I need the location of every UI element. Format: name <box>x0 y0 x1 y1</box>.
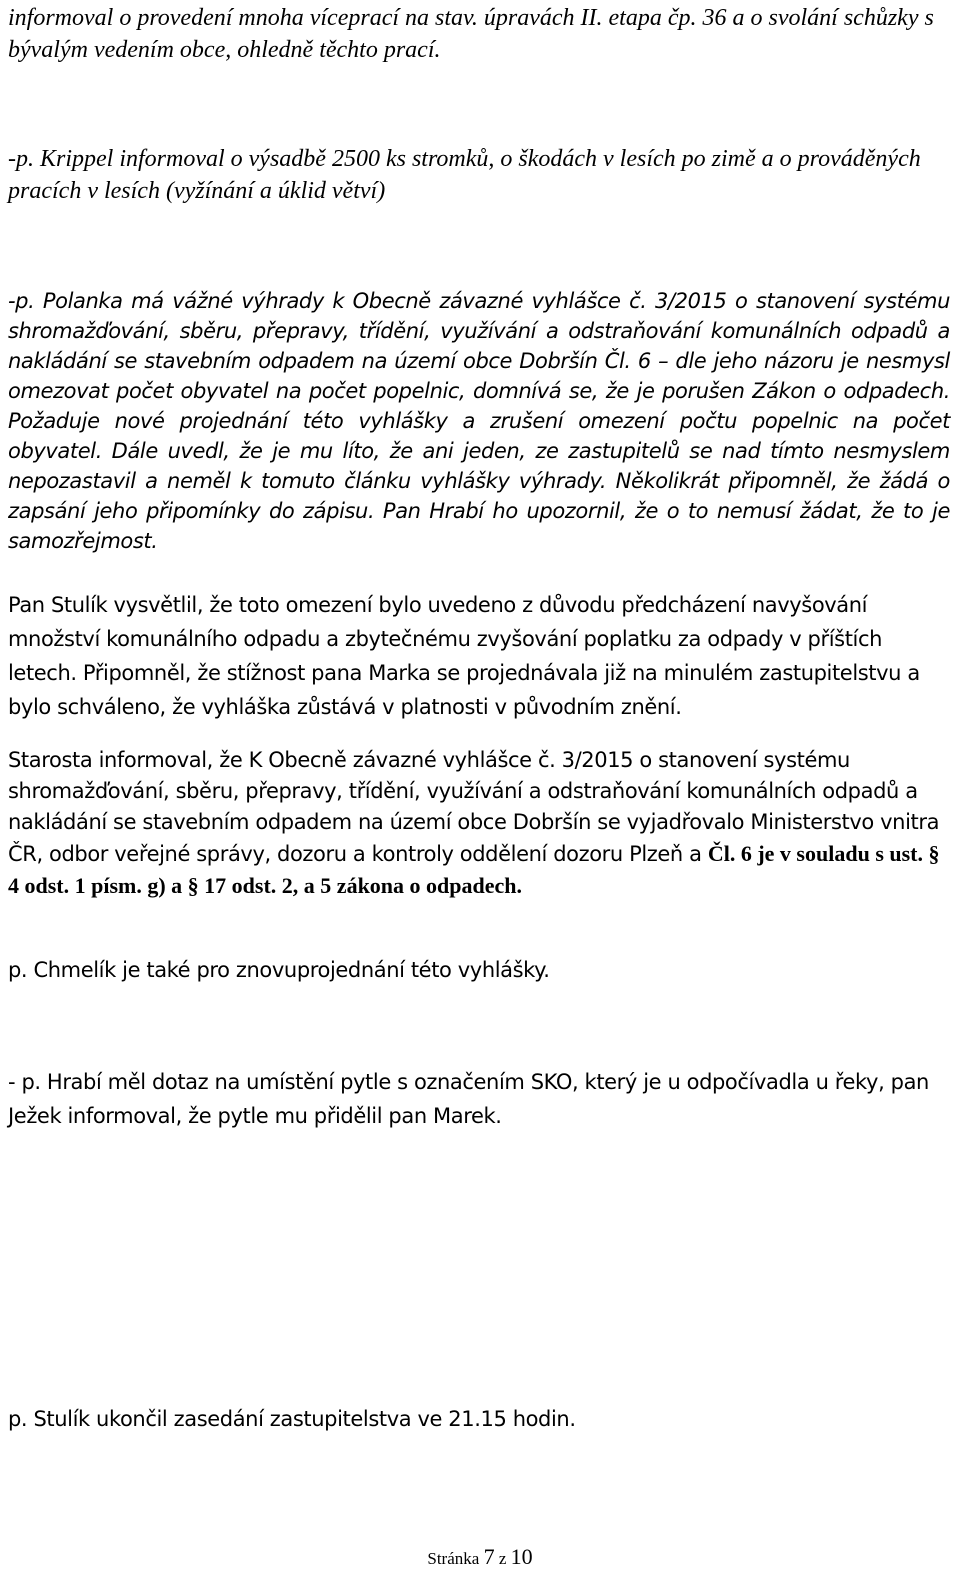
paragraph-p1: informoval o provedení mnoha víceprací na stav. úpravách II. etapa čp. 36 a o svolání schůzky s bývalým vedením obce, ohledně těchto prací. <box>8 5 934 63</box>
paragraph-p4: Pan Stulík vysvětlil, že toto omezení bylo uvedeno z důvodu předcházení navyšování množství komunálního odpadu a zbytečnému zvyšování poplatku za odpady v příštích letech. Připomněl, že stížnost pana Marka se projednávala již na minulém zastupitelstvu a bylo schváleno, že vyhláška zůstává v platnosti v původním znění. <box>8 593 920 719</box>
footer-total-pages: 10 <box>510 1544 533 1569</box>
footer-of: z <box>498 1549 507 1568</box>
paragraph-p8: p. Stulík ukončil zasedání zastupitelstva ve 21.15 hodin. <box>8 1407 576 1431</box>
footer-label: Stránka <box>427 1549 480 1568</box>
paragraph-p6: p. Chmelík je také pro znovuprojednání této vyhlášky. <box>8 958 550 982</box>
paragraph-p5-text: Starosta informoval, že K Obecně závazné vyhlášce č. 3/2015 o stanovení systému shromažďování, sběru, přepravy, třídění, využívání a odstraňování komunálních odpadů a nakládání se stavebním odpadem na území obce Dobršín se vyjadřovalo Ministerstvo vnitra ČR, odbor veřejné správy, dozoru a kontroly oddělení dozoru Plzeň a <box>8 748 940 866</box>
paragraph-p2: -p. Krippel informoval o výsadbě 2500 ks stromků, o škodách v lesích po zimě a o prováděných pracích v lesích (vyžínání a úklid větví) <box>8 146 921 204</box>
footer-page-number: 7 <box>483 1544 495 1569</box>
page-footer <box>0 1544 960 1570</box>
paragraph-p5 <box>8 745 950 902</box>
paragraph-p3: -p. Polanka má vážné výhrady k Obecně závazné vyhlášce č. 3/2015 o stanovení systému shromažďování, sběru, přepravy, třídění, využívání a odstraňování komunálních odpadů a nakládání se stavebním odpadem na území obce Dobršín Čl. 6 – dle jeho názoru je nesmysl omezovat počet obyvatel na počet popelnic, domnívá se, že je porušen Zákon o odpadech. Požaduje nové projednání této vyhlášky a zrušení omezení počtu popelnic na počet obyvatel. Dále uvedl, že je mu líto, že ani jeden, ze zastupitelů se nad tímto nesmyslem nepozastavil a neměl k tomuto článku vyhlášky výhrady. Několikrát připomněl, že žádá o zapsání jeho připomínky do zápisu. Pan Hrabí ho upozornil, že o to nemusí žádat, že to je samozřejmost. <box>8 289 950 553</box>
paragraph-p5-bold: Čl. 6 je v souladu s ust. § 4 odst. 1 písm. g) a § 17 odst. 2, a 5 zákona o odpadech. <box>8 841 940 898</box>
paragraph-p7: - p. Hrabí měl dotaz na umístění pytle s označením SKO, který je u odpočívadla u řeky, pan Ježek informoval, že pytle mu přidělil pan Marek. <box>8 1070 929 1128</box>
